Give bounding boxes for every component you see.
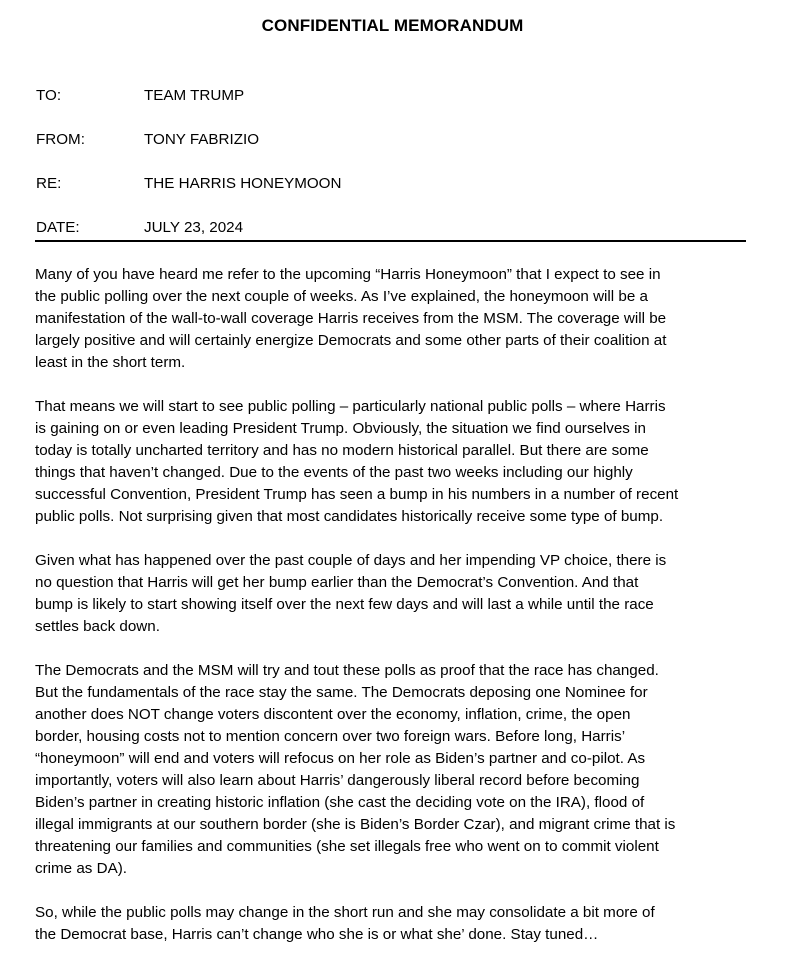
paragraph-line: border, housing costs not to mention concern over two foreign wars. Before long, Harris’ — [35, 728, 626, 745]
paragraph-4 — [35, 660, 747, 880]
paragraph-1 — [35, 264, 747, 374]
paragraph-line: Given what has happened over the past couple of days and her impending VP choice, there is — [35, 552, 667, 569]
date-label: DATE: — [36, 219, 80, 236]
paragraph-line: Biden’s partner in creating historic inflation (she cast the deciding vote on the IRA), flood of — [35, 794, 645, 811]
paragraph-line: manifestation of the wall-to-wall coverage Harris receives from the MSM. The coverage will be — [35, 310, 667, 327]
paragraph-3 — [35, 550, 747, 638]
paragraph-line: “honeymoon” will end and voters will refocus on her role as Biden’s partner and co-pilot. As — [35, 750, 646, 767]
paragraph-line: least in the short term. — [35, 354, 186, 371]
paragraph-line: another does NOT change voters discontent over the economy, inflation, crime, the open — [35, 706, 631, 723]
re-value: THE HARRIS HONEYMOON — [144, 175, 342, 192]
paragraph-line: settles back down. — [35, 618, 160, 635]
paragraph-line: threatening our families and communities (she set illegals free who went on to commit violent — [35, 838, 659, 855]
paragraph-line: no question that Harris will get her bump earlier than the Democrat’s Convention. And that — [35, 574, 639, 591]
paragraph-line: the public polling over the next couple of weeks. As I’ve explained, the honeymoon will be a — [35, 288, 648, 305]
paragraph-5 — [35, 902, 747, 946]
paragraph-line: The Democrats and the MSM will try and tout these polls as proof that the race has changed. — [35, 662, 659, 679]
paragraph-line: illegal immigrants at our southern border (she is Biden’s Border Czar), and migrant crime that is — [35, 816, 676, 833]
re-label: RE: — [36, 175, 62, 192]
paragraph-line: importantly, voters will also learn about Harris’ dangerously liberal record before becoming — [35, 772, 640, 789]
memo-title: CONFIDENTIAL MEMORANDUM — [261, 16, 524, 35]
paragraph-line: largely positive and will certainly energize Democrats and some other parts of their coalition at — [35, 332, 667, 349]
paragraph-line: So, while the public polls may change in the short run and she may consolidate a bit more of — [35, 904, 655, 921]
paragraph-line: bump is likely to start showing itself over the next few days and will last a while until the race — [35, 596, 654, 613]
header-divider — [35, 240, 746, 242]
paragraph-line: public polls. Not surprising given that most candidates historically receive some type of bump. — [35, 508, 664, 525]
paragraph-line: is gaining on or even leading President Trump. Obviously, the situation we find ourselves in — [35, 420, 646, 437]
paragraph-line: the Democrat base, Harris can’t change who she is or what she’ done. Stay tuned… — [35, 926, 599, 943]
date-value: JULY 23, 2024 — [144, 219, 244, 236]
to-label: TO: — [36, 87, 62, 104]
paragraph-2 — [35, 396, 747, 528]
paragraph-line: crime as DA). — [35, 860, 127, 877]
from-label: FROM: — [36, 131, 85, 148]
memo-body — [35, 264, 747, 968]
paragraph-line: things that haven’t changed. Due to the events of the past two weeks including our highly — [35, 464, 633, 481]
paragraph-line: But the fundamentals of the race stay the same. The Democrats deposing one Nominee for — [35, 684, 648, 701]
paragraph-line: today is totally uncharted territory and has no modern historical parallel. But there are some — [35, 442, 649, 459]
paragraph-line: Many of you have heard me refer to the upcoming “Harris Honeymoon” that I expect to see in — [35, 266, 661, 283]
from-value: TONY FABRIZIO — [144, 131, 260, 148]
to-value: TEAM TRUMP — [144, 87, 245, 104]
paragraph-line: That means we will start to see public polling – particularly national public polls – where Harris — [35, 398, 666, 415]
paragraph-line: successful Convention, President Trump has seen a bump in his numbers in a number of recent — [35, 486, 679, 503]
